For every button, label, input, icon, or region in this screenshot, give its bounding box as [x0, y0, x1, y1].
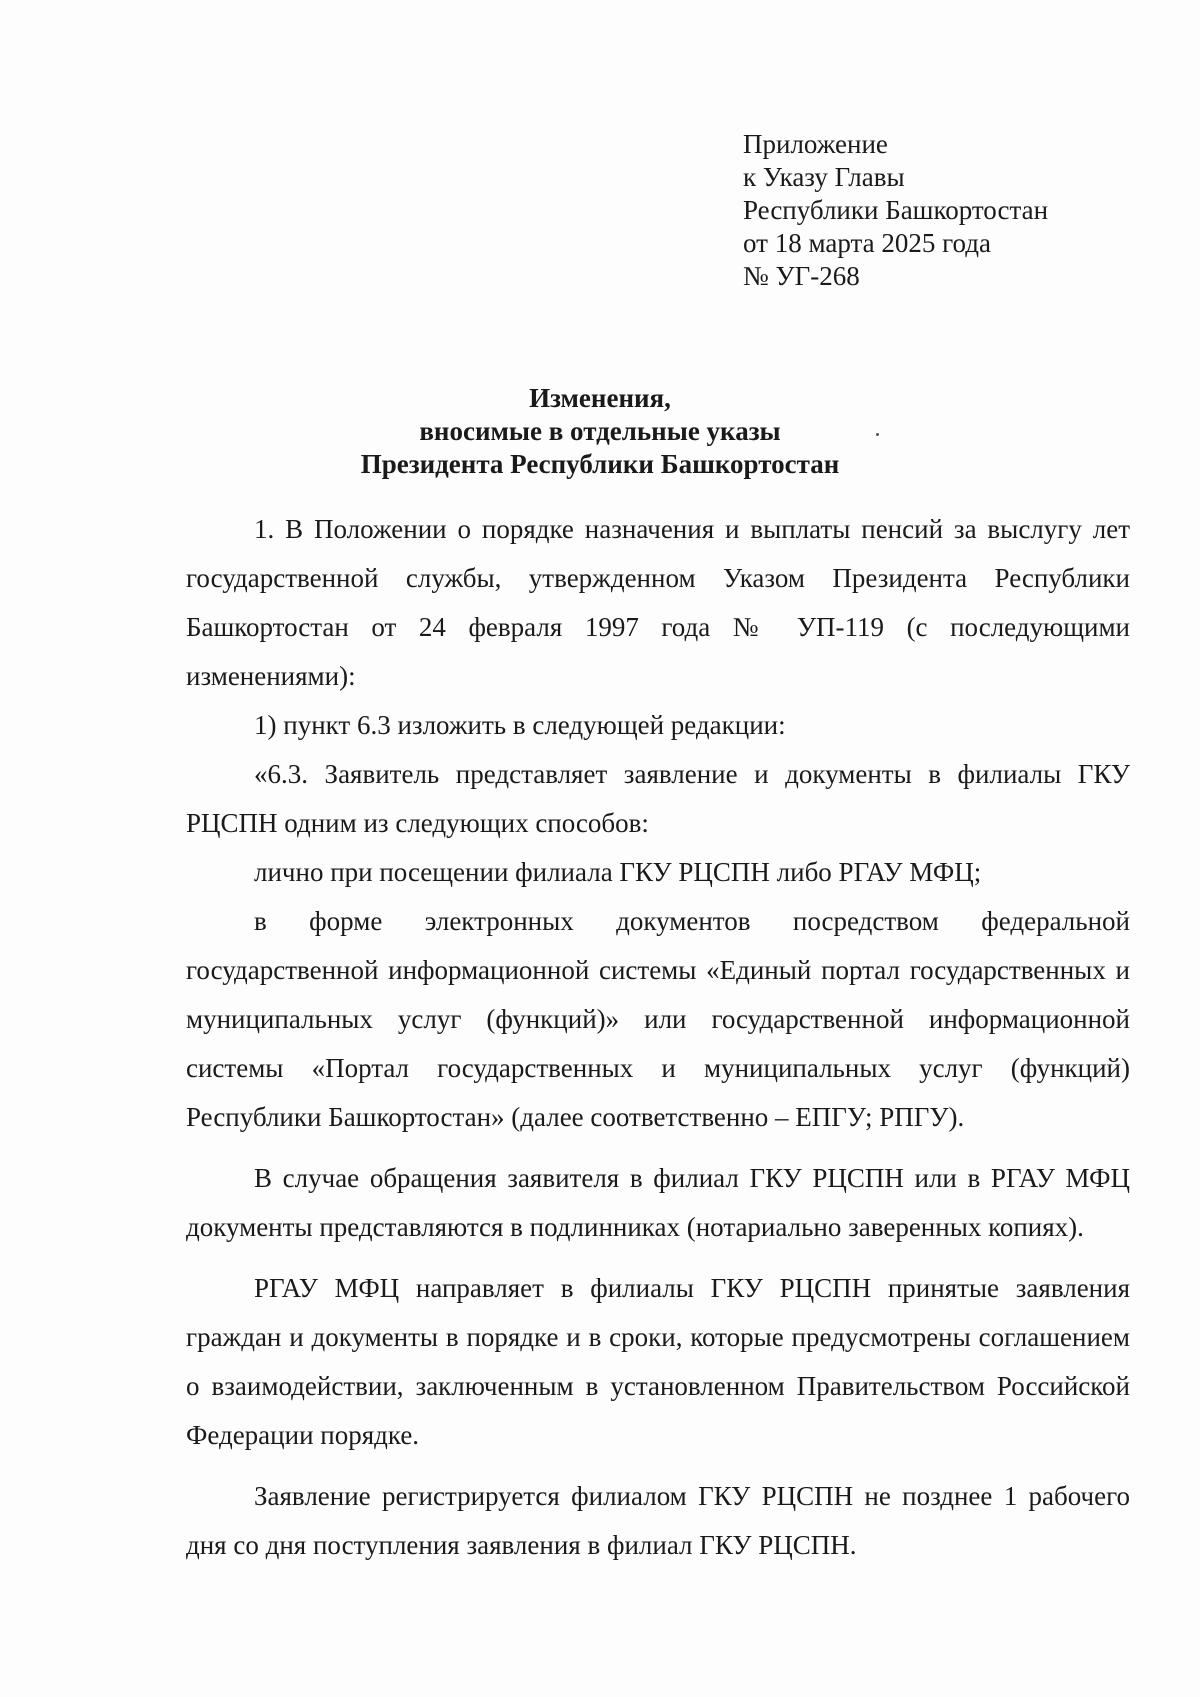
appendix-line: Приложение	[743, 129, 888, 159]
paragraph: 1) пункт 6.3 изложить в следующей редакции:	[254, 710, 786, 740]
title-line: Президента Республики Башкортостан	[360, 449, 840, 479]
paragraph: РГАУ МФЦ направляет в филиалы ГКУ РЦСПН принятые заявления граждан и документы в порядке и в сроки, которые предусмотрены соглашением о взаимодействии, заключенным в установленном Правительством Российской Федерации порядке.	[186, 1273, 1130, 1450]
paragraph: В случае обращения заявителя в филиал ГКУ РЦСПН или в РГАУ МФЦ документы представляются в подлинниках (нотариально заверенных копиях).	[186, 1163, 1130, 1242]
paragraph: Заявление регистрируется филиалом ГКУ РЦСПН не позднее 1 рабочего дня со дня поступления заявления в филиал ГКУ РЦСПН.	[186, 1481, 1130, 1560]
appendix-date: от 18 марта 2025 года	[743, 228, 991, 258]
paragraph: в форме электронных документов посредством федеральной государственной информационной системы «Единый портал государственных и муниципальных услуг (функций)» или государственной информационной системы «Портал государственных и муниципальных услуг (функций) Республики Башкортостан» (далее соответственно – ЕПГУ; РПГУ).	[186, 906, 1130, 1132]
appendix-line: к Указу Главы	[743, 162, 905, 192]
appendix-line: Республики Башкортостан	[743, 195, 1049, 225]
paragraph: лично при посещении филиала ГКУ РЦСПН либо РГАУ МФЦ;	[254, 857, 982, 887]
document-title	[0, 382, 1200, 481]
appendix-block	[743, 128, 1048, 293]
title-line: Изменения,	[529, 383, 671, 413]
appendix-number: № УГ-268	[743, 261, 860, 291]
scan-speck	[876, 433, 879, 436]
document-body	[186, 505, 1130, 1570]
title-line: вносимые в отдельные указы	[419, 416, 781, 446]
paragraph: «6.3. Заявитель представляет заявление и документы в филиалы ГКУ РЦСПН одним из следующих способов:	[186, 759, 1130, 838]
paragraph: 1. В Положении о порядке назначения и выплаты пенсий за выслугу лет государственной службы, утвержденном Указом Президента Республики Башкортостан от 24 февраля 1997 года № УП-119 (с последующими изменениями):	[186, 514, 1130, 691]
